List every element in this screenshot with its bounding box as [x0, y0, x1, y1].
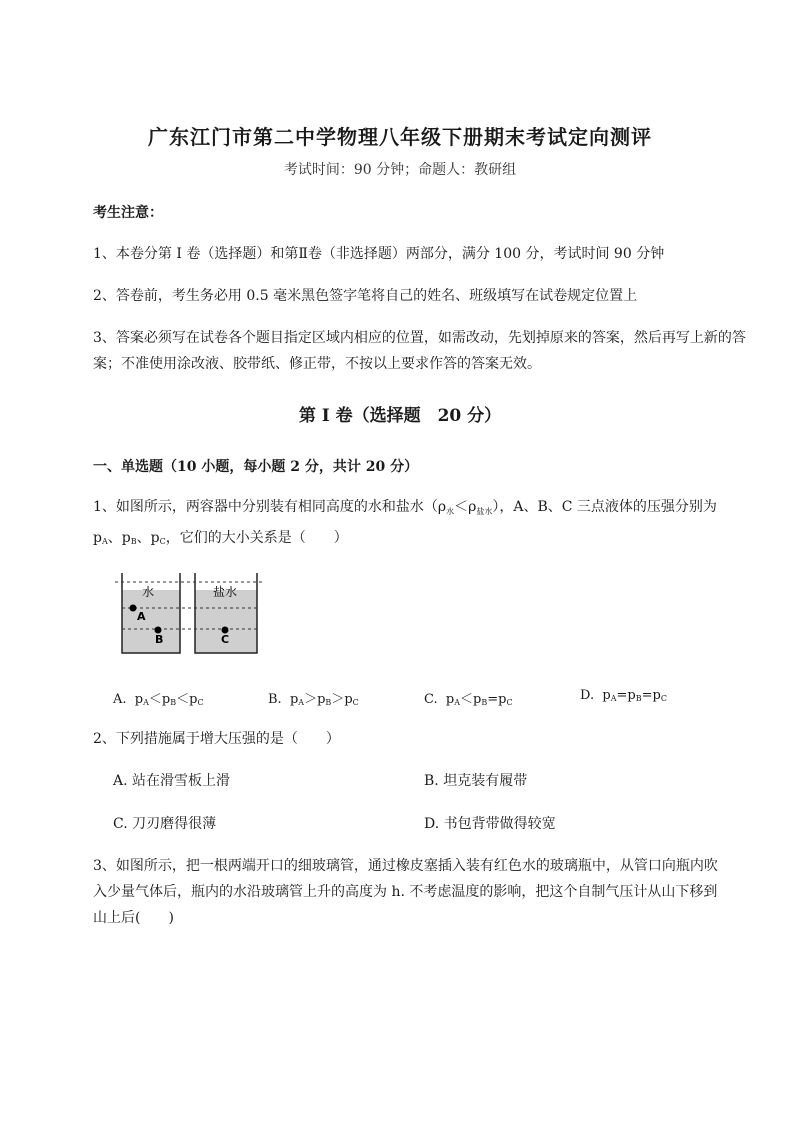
notice-item-2: 2、答卷前，考生务必用 0.5 毫米黑色签字笔将自己的姓名、班级填写在试卷规定位置上: [93, 288, 638, 304]
point-a-dot: [130, 605, 137, 612]
q1-option-b[interactable]: B. $p_A>p_B>p_C$: [268, 692, 359, 707]
exam-info: 考试时间：90 分钟；命题人：教研组: [283, 162, 517, 178]
q1-option-c[interactable]: C. $p_A<p_B=p_C$: [424, 692, 513, 707]
question-2-text: 2、下列措施属于增大压强的是（ ）: [93, 731, 340, 747]
point-b-label: B: [155, 633, 164, 646]
q2-option-d[interactable]: D. 书包背带做得较宽: [424, 816, 556, 832]
page-title: 广东江门市第二中学物理八年级下册期末考试定向测评: [148, 125, 652, 149]
notice-item-1: 1、本卷分第 I 卷（选择题）和第Ⅱ卷（非选择题）两部分，满分 100 分，考试时间 90 分钟: [93, 246, 665, 262]
question-1-text: 1、如图所示，两容器中分别装有相同高度的水和盐水$(\rho_水<\rho_{盐水})$，A、B、C 三点液体的压强分别为 $p_A$、$p_B$、$p_C$，它们的大小关系是（ ）: [93, 499, 717, 546]
question-1-figure: [115, 568, 265, 658]
point-a-label: A: [137, 610, 146, 623]
point-c-label: C: [221, 633, 230, 646]
notice-item-3: 3、答案必须写在试卷各个题目指定区域内相应的位置，如需改动，先划掉原来的答案，然后再写上新的答案；不准使用涂改液、胶带纸、修正带，不按以上要求作答的答案无效。: [93, 330, 746, 372]
water-fill: [122, 590, 180, 653]
q2-option-a[interactable]: A. 站在滑雪板上滑: [113, 773, 231, 789]
question-3-text: 3、如图所示，把一根两端开口的细玻璃管，通过橡皮塞插入装有红色水的玻璃瓶中，从管口向瓶内吹 入少量气体后，瓶内的水沿玻璃管上升的高度为 h. 不考虑温度的影响，把这个自制气压计从山下移到 山上后( ): [93, 858, 718, 926]
label-water: 水: [141, 585, 155, 599]
q1-option-d[interactable]: D. $p_A=p_B=p_C$: [580, 688, 667, 703]
q2-option-c[interactable]: C. 刀刃磨得很薄: [113, 816, 217, 832]
section-title: 第 I 卷（选择题 20 分）: [298, 406, 502, 426]
label-salt-water: 盐水: [212, 585, 238, 599]
q2-option-b[interactable]: B. 坦克装有履带: [424, 773, 528, 789]
q1-option-a[interactable]: A. $p_A<p_B<p_C$: [113, 692, 204, 707]
notice-heading: 考生注意：: [93, 205, 163, 221]
part-title: 一、单选题（10 小题，每小题 2 分，共计 20 分）: [93, 459, 419, 475]
